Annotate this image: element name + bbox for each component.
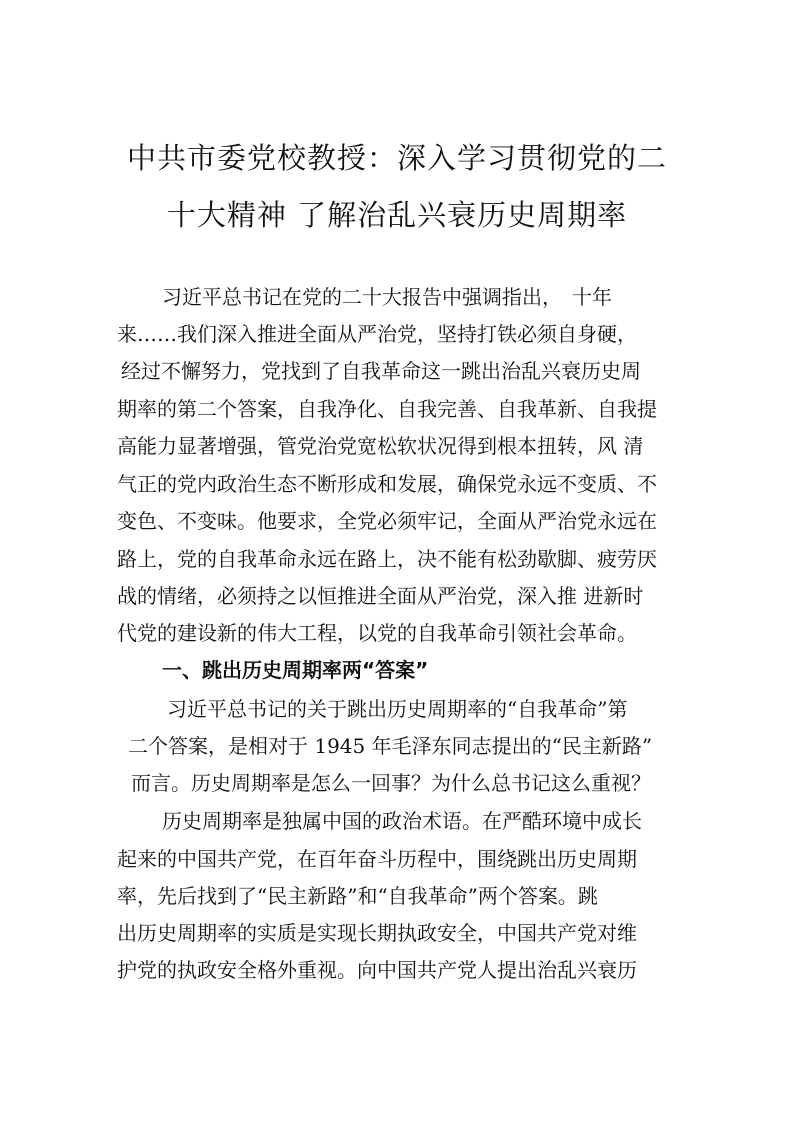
paragraph-1-line-6: 气正的党内政治生态不断形成和发展，确保党永远不变质、不 [117,472,657,496]
document-title-line-2: 十大精神 了解治乱兴衰历史周期率 [166,198,628,232]
paragraph-1-line-2: 来……我们深入推进全面从严治党，坚持打铁必须自身硬， [117,322,637,346]
paragraph-2-line-1: 习近平总书记的关于跳出历史周期率的“自我革命”第 [167,697,628,721]
document-title-line-1: 中共市委党校教授：深入学习贯彻党的二 [126,141,667,175]
paragraph-2-line-2: 二个答案，是相对于 1945 年毛泽东同志提出的“民主新路” [128,734,653,758]
paragraph-1-line-10: 代党的建设新的伟大工程，以党的自我革命引领社会革命。 [117,621,637,645]
paragraph-1-line-8: 路上，党的自我革命永远在路上，决不能有松劲歇脚、疲劳厌 [117,547,657,571]
paragraph-2-line-3: 而言。历史周期率是怎么一回事？为什么总书记这么重视？ [131,771,651,795]
paragraph-3-line-4: 出历史周期率的实质是实现长期执政安全，中国共产党对维 [117,921,637,945]
paragraph-1-line-3: 经过不懈努力，党找到了自我革命这一跳出治乱兴衰历史周 [121,359,641,383]
paragraph-1-line-1: 习近平总书记在党的二十大报告中强调指出， 十年 [162,285,612,309]
paragraph-3-line-1: 历史周期率是独属中国的政治术语。在严酷环境中成长 [162,809,642,833]
section-heading: 一、跳出历史周期率两“答案” [162,658,429,682]
paragraph-1-line-9: 战的情绪，必须持之以恒推进全面从严治党，深入推 进新时 [117,584,644,608]
paragraph-3-line-3: 率，先后找到了“民主新路”和“自我革命”两个答案。跳 [117,884,598,908]
paragraph-3-line-2: 起来的中国共产党，在百年奋斗历程中，围绕跳出历史周期 [117,847,637,871]
paragraph-3-line-5: 护党的执政安全格外重视。向中国共产党人提出治乱兴衰历 [117,958,637,982]
paragraph-1-line-7: 变色、不变味。他要求，全党必须牢记，全面从严治党永远在 [117,509,657,533]
paragraph-1-line-4: 期率的第二个答案，自我净化、自我完善、自我革新、自我提 [117,397,657,421]
paragraph-1-line-5: 高能力显著增强，管党治党宽松软状况得到根本扭转，风 清 [117,434,644,458]
